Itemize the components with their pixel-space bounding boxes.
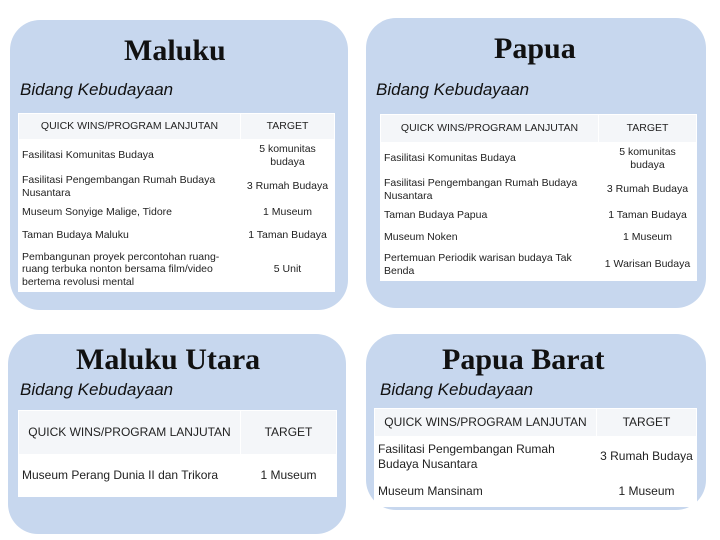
target-cell: 1 Museum xyxy=(241,202,335,224)
target-cell: 1 Taman Budaya xyxy=(241,224,335,248)
target-cell: 1 Museum xyxy=(597,477,697,507)
program-cell: Fasilitasi Pengembangan Rumah Budaya Nusantara xyxy=(19,172,241,202)
column-header-program: QUICK WINS/PROGRAM LANJUTAN xyxy=(19,114,241,140)
program-cell: Museum Mansinam xyxy=(375,477,597,507)
table-row xyxy=(375,437,697,477)
program-cell: Museum Sonyige Malige, Tidore xyxy=(19,202,241,224)
program-cell: Museum Perang Dunia II dan Trikora xyxy=(19,455,241,497)
table-row xyxy=(19,202,335,224)
column-header-target: TARGET xyxy=(241,411,337,455)
program-cell: Taman Budaya Maluku xyxy=(19,224,241,248)
table-header-row xyxy=(19,411,337,455)
column-header-target: TARGET xyxy=(599,115,697,143)
table-row xyxy=(381,227,697,249)
target-cell: 3 Rumah Budaya xyxy=(241,172,335,202)
program-cell: Fasilitasi Pengembangan Rumah Budaya Nusantara xyxy=(381,175,599,205)
table-row xyxy=(381,143,697,175)
column-header-target: TARGET xyxy=(597,409,697,437)
column-header-program: QUICK WINS/PROGRAM LANJUTAN xyxy=(19,411,241,455)
target-cell: 5 Unit xyxy=(241,248,335,292)
program-table-maluku xyxy=(18,113,335,292)
table-row xyxy=(381,205,697,227)
program-cell: Museum Noken xyxy=(381,227,599,249)
column-header-program: QUICK WINS/PROGRAM LANJUTAN xyxy=(375,409,597,437)
program-table-papua xyxy=(380,114,697,281)
program-cell: Pembangunan proyek percontohan ruang-ruang terbuka nonton bersama film/video bertema revolusi mental xyxy=(19,248,241,292)
panel-subtitle-maluku-utara: Bidang Kebudayaan xyxy=(20,380,174,399)
table-row xyxy=(19,455,337,497)
target-cell: 5 komunitas budaya xyxy=(241,140,335,172)
table-row xyxy=(381,175,697,205)
table-header-row xyxy=(375,409,697,437)
table-row xyxy=(19,224,335,248)
target-cell: 1 Museum xyxy=(241,455,337,497)
table-header-row xyxy=(381,115,697,143)
panel-title-maluku: Maluku xyxy=(124,34,226,67)
target-cell: 3 Rumah Budaya xyxy=(597,437,697,477)
program-cell: Pertemuan Periodik warisan budaya Tak Benda xyxy=(381,249,599,281)
program-cell: Fasilitasi Komunitas Budaya xyxy=(381,143,599,175)
target-cell: 1 Taman Budaya xyxy=(599,205,697,227)
program-cell: Fasilitasi Pengembangan Rumah Budaya Nusantara xyxy=(375,437,597,477)
panel-subtitle-papua-barat: Bidang Kebudayaan xyxy=(380,380,534,399)
table-row xyxy=(381,249,697,281)
target-cell: 5 komunitas budaya xyxy=(599,143,697,175)
table-header-row xyxy=(19,114,335,140)
target-cell: 1 Museum xyxy=(599,227,697,249)
program-cell: Taman Budaya Papua xyxy=(381,205,599,227)
column-header-target: TARGET xyxy=(241,114,335,140)
panel-title-maluku-utara: Maluku Utara xyxy=(76,343,261,376)
panel-title-papua: Papua xyxy=(494,32,576,65)
target-cell: 1 Warisan Budaya xyxy=(599,249,697,281)
target-cell: 3 Rumah Budaya xyxy=(599,175,697,205)
table-row xyxy=(19,248,335,292)
panel-title-papua-barat: Papua Barat xyxy=(442,343,605,376)
column-header-program: QUICK WINS/PROGRAM LANJUTAN xyxy=(381,115,599,143)
table-row xyxy=(375,477,697,507)
table-row xyxy=(19,172,335,202)
program-cell: Fasilitasi Komunitas Budaya xyxy=(19,140,241,172)
table-row xyxy=(19,140,335,172)
panel-subtitle-maluku: Bidang Kebudayaan xyxy=(20,80,174,99)
program-table-maluku-utara xyxy=(18,410,337,497)
panel-subtitle-papua: Bidang Kebudayaan xyxy=(376,80,530,99)
program-table-papua-barat xyxy=(374,408,697,507)
